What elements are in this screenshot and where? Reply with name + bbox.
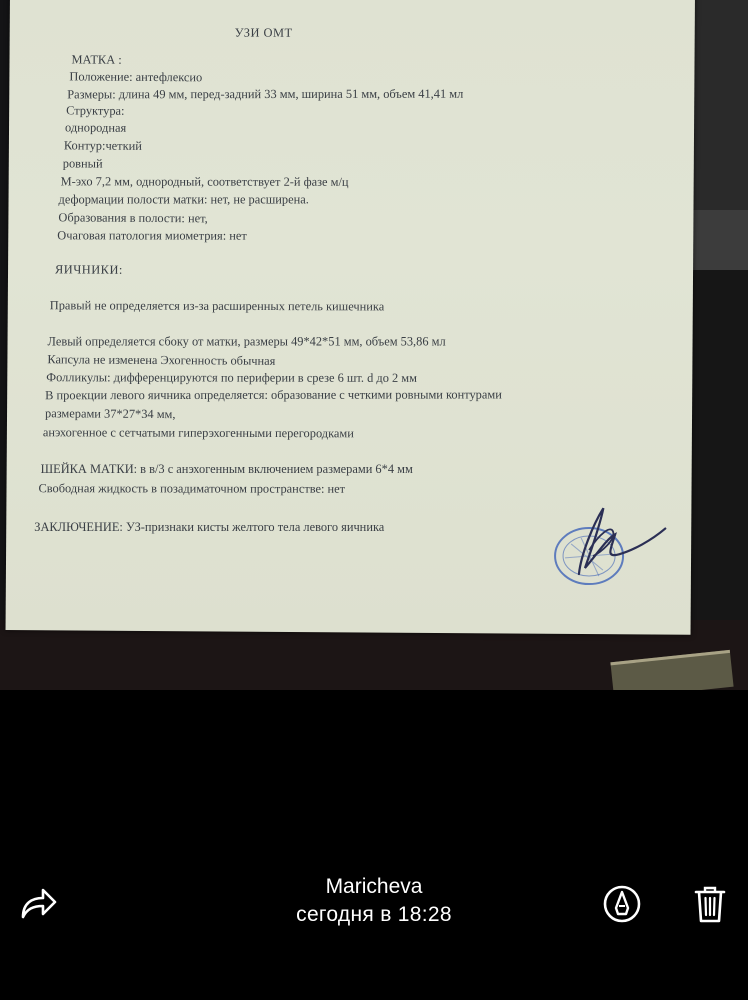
sender-name: Maricheva	[325, 875, 423, 898]
document-line: ШЕЙКА МАТКИ: в в/3 с анэхогенным включением размерами 6*4 мм	[40, 462, 413, 477]
document-line: анэхогенное с сетчатыми гиперэхогенными перегородками	[42, 425, 354, 441]
document-line: Размеры: длина 49 мм, перед-задний 33 мм, ширина 51 мм, объем 41,41 мл	[67, 86, 464, 102]
sent-time: сегодня в 18:28	[296, 903, 452, 926]
signature-stamp-icon	[541, 494, 687, 590]
trash-icon	[693, 884, 727, 924]
document-line: размерами 37*27*34 мм,	[44, 406, 176, 422]
share-arrow-icon	[18, 887, 58, 921]
document-line: Свободная жидкость в позадиматочном пространстве: нет	[38, 481, 346, 496]
document-line: Структура:	[66, 103, 125, 118]
document-line: Фолликулы: дифференцируются по периферии в срезе 6 шт. d до 2 мм	[46, 370, 417, 385]
document-line: однородная	[64, 120, 127, 135]
document-line: Левый определяется сбоку от матки, размеры 49*42*51 мм, объем 53,86 мл	[47, 334, 446, 349]
document-line: МАТКА :	[71, 52, 122, 67]
document-line: В проекции левого яичника определяется: образование с четкими ровными контурами	[45, 387, 502, 403]
document-line: Капсула не изменена Эхогенность обычная	[47, 352, 276, 368]
document-line: Положение: антефлексио	[69, 69, 203, 85]
document-line: Контур:четкий	[63, 138, 142, 153]
bottom-toolbar	[0, 862, 748, 962]
document-line: М-эхо 7,2 мм, однородный, соответствует 2-й фазе м/ц	[60, 174, 349, 189]
delete-button[interactable]	[682, 876, 738, 932]
document-title: УЗИ ОМТ	[234, 25, 293, 40]
document-line: ЗАКЛЮЧЕНИЕ: УЗ-признаки кисты желтого тела левого яичника	[34, 520, 385, 535]
document-line: Очаговая патология миометрия: нет	[57, 228, 247, 243]
document-line: Правый не определяется из-за расширенных петель кишечника	[49, 298, 385, 314]
document-paper	[6, 0, 695, 635]
section-heading: ЯИЧНИКИ:	[55, 262, 123, 277]
document-line: ровный	[62, 156, 103, 171]
markup-button[interactable]	[594, 876, 650, 932]
message-meta	[224, 874, 524, 930]
document-line: Образования в полости: нет,	[58, 210, 208, 226]
markup-pen-icon	[602, 884, 642, 924]
background-fabric	[690, 210, 748, 270]
share-button[interactable]	[10, 876, 66, 932]
document-line: деформации полости матки: нет, не расширена.	[58, 192, 309, 207]
